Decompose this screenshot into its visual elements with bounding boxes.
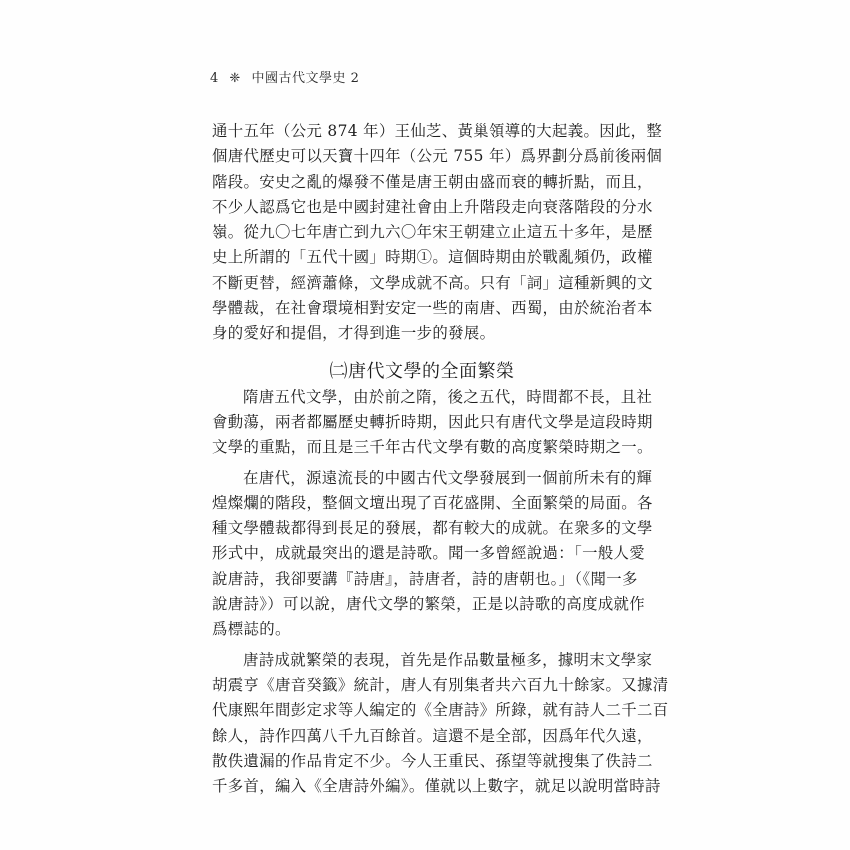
text-line: 胡震亨《唐音癸籤》統計，唐人有別集者共六百九十餘家。又據清 [212,675,669,694]
text-line: 唐詩成就繁榮的表現，首先是作品數量極多，據明末文學家 [243,650,653,669]
paragraph [212,119,663,347]
text-line: 煌燦爛的階段，整個文壇出現了百花盛開、全面繁榮的局面。各 [212,493,653,512]
paragraph [212,466,653,643]
text-line: 代康熙年間彭定求等人編定的《全唐詩》所錄，就有詩人二千二百 [212,701,669,720]
text-line: 通十五年（公元 874 年）王仙芝、黃巢領導的大起義。因此，整 [212,122,663,140]
text-line: 階段。安史之亂的爆發不僅是唐王朝由盛而衰的轉折點，而且， [212,172,653,191]
text-line: 學體裁，在社會環境相對安定一些的南唐、西蜀，由於統治者本 [212,299,653,318]
text-line: 個唐代歷史可以天寶十四年（公元 755 年）爲界劃分爲前後兩個 [212,147,663,166]
text-line: 形式中，成就最突出的還是詩歌。聞一多曾經說過：「一般人愛 [212,544,646,563]
paragraph [212,385,653,461]
text-line: 會動蕩，兩者都屬歷史轉折時期，因此只有唐代文學是這段時期 [212,412,653,431]
text-line: 爲標誌的。 [212,620,291,639]
text-line: 隋唐五代文學，由於前之隋，後之五代，時間都不長，且社 [243,387,653,406]
text-line: 身的愛好和提倡，才得到進一步的發展。 [212,324,496,343]
text-line: 史上所謂的「五代十國」時期①。這個時期由於戰亂頻仍，政權 [212,248,653,267]
text-line: 散佚遺漏的作品肯定不少。今人王重民、孫望等就搜集了佚詩二 [212,751,653,770]
running-head [210,70,359,88]
text-line: 不少人認爲它也是中國封建社會由上升階段走向衰落階段的分水 [212,197,653,216]
body-text [212,119,669,799]
text-line: 種文學體裁都得到長足的發展，都有較大的成就。在衆多的文學 [212,519,653,538]
book-title: 中國古代文學史 2 [251,71,360,86]
text-line: 不斷更替，經濟蕭條，文學成就不高。只有「詞」這種新興的文 [212,273,653,292]
paragraph [212,648,669,800]
text-line: 餘人，詩作四萬八千九百餘首。這還不是全部，因爲年代久遠， [212,726,653,745]
text-line: 在唐代，源遠流長的中國古代文學發展到一個前所未有的輝 [243,468,653,487]
ornament-icon: ❈ [229,71,241,86]
section-heading: ㈡唐代文學的全面繁榮 [329,360,515,382]
page-number: 4 [210,71,219,86]
text-line: 說唐詩，我卻要講『詩唐』，詩唐者，詩的唐朝也。」（《聞一多 [212,569,638,588]
text-line: 文學的重點，而且是三千年古代文學有數的高度繁榮時期之一。 [212,438,653,457]
text-line: 千多首，編入《全唐詩外編》。僅就以上數字，就足以說明當時詩 [212,777,661,796]
text-line: 說唐詩》）可以說，唐代文學的繁榮，正是以詩歌的高度成就作 [212,595,646,614]
text-line: 嶺。從九〇七年唐亡到九六〇年宋王朝建立止這五十多年，是歷 [212,223,653,242]
